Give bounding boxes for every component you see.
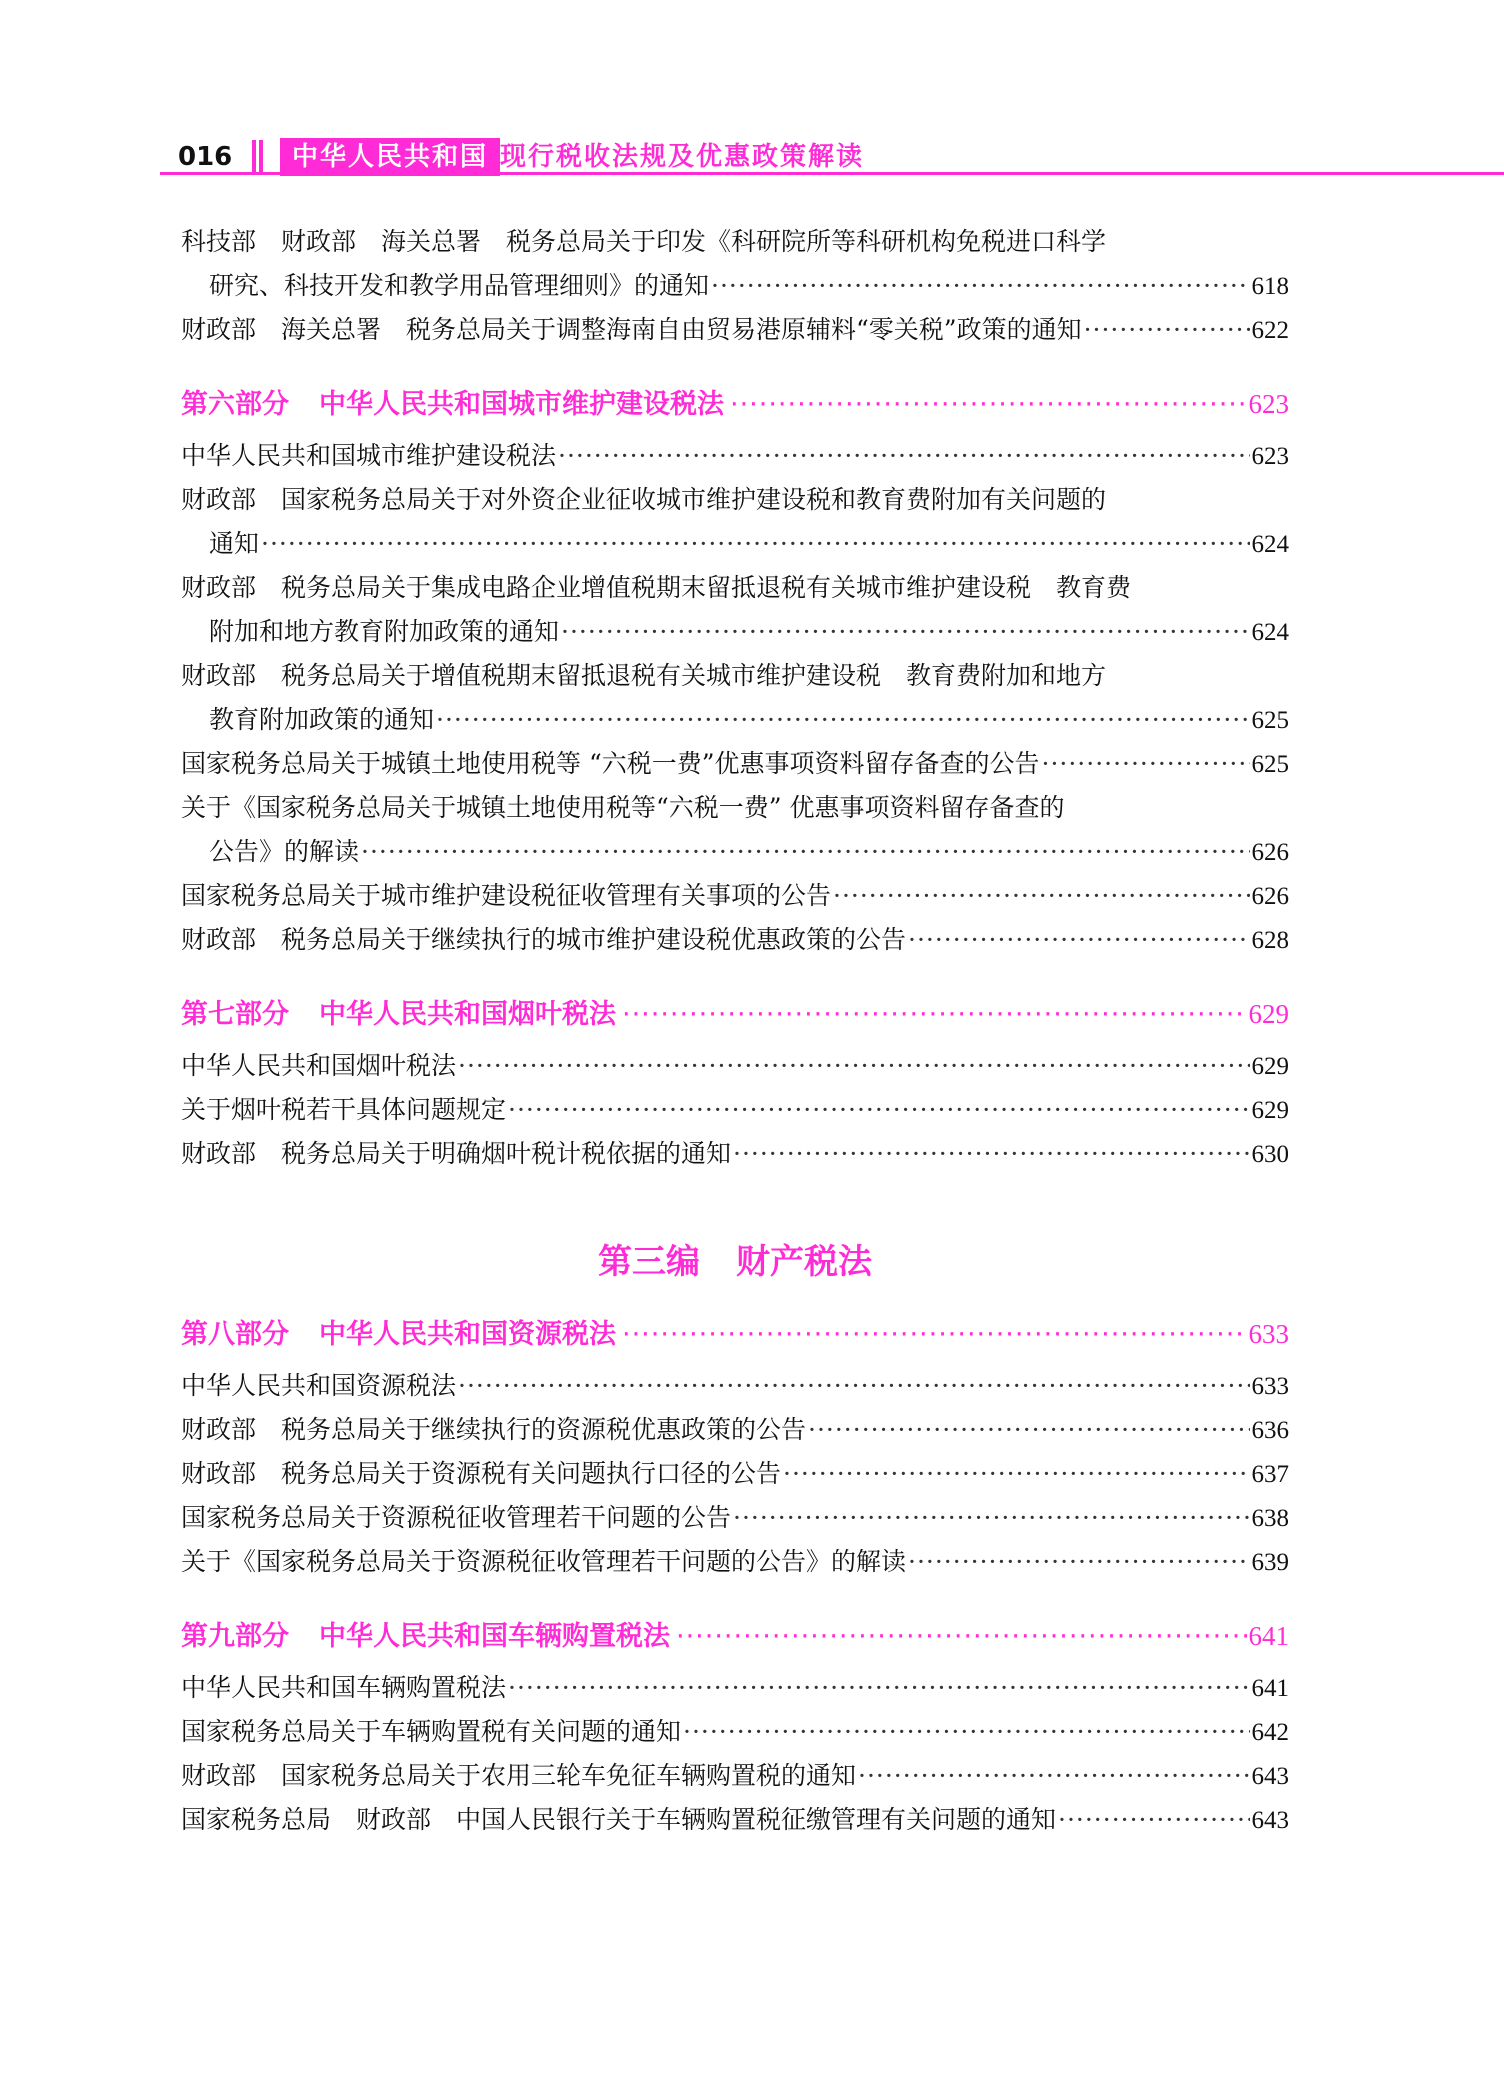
toc-entry-title: 国家税务总局关于车辆购置税有关问题的通知 <box>181 1717 682 1746</box>
toc-page-number: 625 <box>1251 707 1289 734</box>
toc-entry-title-cont: 附加和地方教育附加政策的通知 <box>209 617 560 646</box>
page-number: 016 <box>178 142 233 172</box>
toc-entry-title: 财政部 海关总署 税务总局关于调整海南自由贸易港原辅料“零关税”政策的通知 <box>181 315 1082 344</box>
part-page-number: 633 <box>1248 1319 1289 1349</box>
toc-entry-title: 财政部 税务总局关于继续执行的城市维护建设税优惠政策的公告 <box>181 925 907 954</box>
toc-entry-title: 国家税务总局关于城镇土地使用税等 “六税一费”优惠事项资料留存备查的公告 <box>181 749 1040 778</box>
toc-page-number: 630 <box>1251 1141 1289 1168</box>
toc-content <box>181 220 1289 1842</box>
toc-page-number: 624 <box>1251 531 1289 558</box>
part-label: 第六部分 <box>181 389 289 420</box>
book-subtitle: 现行税收法规及优惠政策解读 <box>500 142 865 172</box>
leader-dots <box>1042 742 1250 786</box>
part-label: 第八部分 <box>181 1319 289 1350</box>
leader-dots <box>908 918 1249 962</box>
leader-dots <box>622 999 1247 1030</box>
leader-dots <box>436 698 1249 742</box>
toc-entry[interactable] <box>181 434 1289 478</box>
toc-entry[interactable] <box>181 1088 1289 1132</box>
toc-entry-title: 财政部 税务总局关于集成电路企业增值税期末留抵退税有关城市维护建设税 教育费 <box>181 573 1132 602</box>
toc-entry[interactable] <box>181 1408 1289 1452</box>
leader-dots <box>508 1088 1249 1132</box>
leader-dots <box>558 434 1249 478</box>
toc-entry-title: 财政部 税务总局关于增值税期末留抵退税有关城市维护建设税 教育费附加和地方 <box>181 661 1107 690</box>
toc-entry-title-cont: 研究、科技开发和教学用品管理细则》的通知 <box>209 271 710 300</box>
toc-entry-title: 中华人民共和国烟叶税法 <box>181 1051 457 1080</box>
toc-entry-title: 关于《国家税务总局关于城镇土地使用税等“六税一费” 优惠事项资料留存备查的 <box>181 793 1065 822</box>
part-heading-9[interactable] <box>181 1614 1289 1666</box>
leader-dots <box>730 389 1247 420</box>
toc-entry-title: 财政部 税务总局关于资源税有关问题执行口径的公告 <box>181 1459 782 1488</box>
toc-entry[interactable] <box>181 1044 1289 1088</box>
leader-dots <box>858 1754 1249 1798</box>
part-title: 中华人民共和国资源税法 <box>319 1319 616 1350</box>
leader-dots <box>783 1452 1249 1496</box>
toc-entry-title-cont: 教育附加政策的通知 <box>209 705 435 734</box>
toc-entry-title: 科技部 财政部 海关总署 税务总局关于印发《科研院所等科研机构免税进口科学 <box>181 227 1107 256</box>
leader-dots <box>808 1408 1249 1452</box>
toc-entry[interactable] <box>181 1754 1289 1798</box>
toc-entry[interactable] <box>181 786 1289 874</box>
toc-page-number: 642 <box>1251 1719 1289 1746</box>
toc-entry[interactable] <box>181 1710 1289 1754</box>
leader-dots <box>458 1044 1249 1088</box>
toc-page-number: 623 <box>1251 443 1289 470</box>
toc-page-number: 618 <box>1251 273 1289 300</box>
toc-entry[interactable] <box>181 918 1289 962</box>
toc-entry[interactable] <box>181 874 1289 918</box>
toc-entry-title: 财政部 国家税务总局关于对外资企业征收城市维护建设税和教育费附加有关问题的 <box>181 485 1107 514</box>
toc-entry[interactable] <box>181 1540 1289 1584</box>
toc-entry-title-cont: 通知 <box>209 529 260 558</box>
toc-page-number: 636 <box>1251 1417 1289 1444</box>
leader-dots <box>261 522 1249 566</box>
toc-page-number: 638 <box>1251 1505 1289 1532</box>
toc-entry[interactable] <box>181 1666 1289 1710</box>
leader-dots <box>1084 308 1250 352</box>
toc-page-number: 626 <box>1251 839 1289 866</box>
toc-entry-title: 财政部 税务总局关于继续执行的资源税优惠政策的公告 <box>181 1415 807 1444</box>
volume-label: 第三编 <box>598 1242 700 1282</box>
volume-heading <box>181 1232 1289 1292</box>
toc-page-number: 626 <box>1251 883 1289 910</box>
toc-entry[interactable] <box>181 1364 1289 1408</box>
toc-entry[interactable] <box>181 220 1289 308</box>
part-title: 中华人民共和国烟叶税法 <box>319 999 616 1030</box>
toc-page-number: 629 <box>1251 1053 1289 1080</box>
part-title: 中华人民共和国城市维护建设税法 <box>319 389 724 420</box>
part-heading-6[interactable] <box>181 382 1289 434</box>
part-page-number: 641 <box>1248 1621 1289 1651</box>
leader-dots <box>676 1621 1247 1652</box>
leader-dots <box>711 264 1249 308</box>
leader-dots <box>683 1710 1249 1754</box>
toc-entry[interactable] <box>181 1132 1289 1176</box>
leader-dots <box>733 1496 1249 1540</box>
toc-page-number: 639 <box>1251 1549 1289 1576</box>
toc-entry[interactable] <box>181 654 1289 742</box>
part-page-number: 629 <box>1248 999 1289 1029</box>
toc-page-number: 628 <box>1251 927 1289 954</box>
toc-page-number: 637 <box>1251 1461 1289 1488</box>
leader-dots <box>833 874 1249 918</box>
part-heading-8[interactable] <box>181 1312 1289 1364</box>
leader-dots <box>508 1666 1249 1710</box>
toc-entry[interactable] <box>181 1452 1289 1496</box>
volume-title: 财产税法 <box>736 1242 872 1282</box>
toc-entry-title: 财政部 税务总局关于明确烟叶税计税依据的通知 <box>181 1139 732 1168</box>
leader-dots <box>1058 1798 1249 1842</box>
toc-entry-title: 国家税务总局 财政部 中国人民银行关于车辆购置税征缴管理有关问题的通知 <box>181 1805 1057 1834</box>
toc-page-number: 624 <box>1251 619 1289 646</box>
part-heading-7[interactable] <box>181 992 1289 1044</box>
toc-entry[interactable] <box>181 308 1289 352</box>
leader-dots <box>361 830 1249 874</box>
toc-entry-title: 中华人民共和国车辆购置税法 <box>181 1673 507 1702</box>
leader-dots <box>733 1132 1249 1176</box>
toc-entry-title: 关于烟叶税若干具体问题规定 <box>181 1095 507 1124</box>
toc-entry[interactable] <box>181 742 1289 786</box>
toc-entry-title: 中华人民共和国城市维护建设税法 <box>181 441 557 470</box>
toc-page-number: 641 <box>1251 1675 1289 1702</box>
toc-entry-title: 关于《国家税务总局关于资源税征收管理若干问题的公告》的解读 <box>181 1547 907 1576</box>
toc-entry[interactable] <box>181 478 1289 566</box>
toc-entry-title: 中华人民共和国资源税法 <box>181 1371 457 1400</box>
toc-entry-title: 国家税务总局关于资源税征收管理若干问题的公告 <box>181 1503 732 1532</box>
toc-entry-title: 国家税务总局关于城市维护建设税征收管理有关事项的公告 <box>181 881 832 910</box>
toc-page-number: 633 <box>1251 1373 1289 1400</box>
leader-dots <box>561 610 1249 654</box>
part-label: 第七部分 <box>181 999 289 1030</box>
toc-page-number: 629 <box>1251 1097 1289 1124</box>
header-rule <box>160 172 1504 175</box>
part-label: 第九部分 <box>181 1621 289 1652</box>
leader-dots <box>622 1319 1247 1350</box>
toc-page-number: 643 <box>1251 1807 1289 1834</box>
part-title: 中华人民共和国车辆购置税法 <box>319 1621 670 1652</box>
part-page-number: 623 <box>1248 389 1289 419</box>
toc-entry[interactable] <box>181 1798 1289 1842</box>
book-title: 中华人民共和国 <box>280 138 500 176</box>
toc-entry-title-cont: 公告》的解读 <box>209 837 360 866</box>
toc-entry-title: 财政部 国家税务总局关于农用三轮车免征车辆购置税的通知 <box>181 1761 857 1790</box>
toc-entry[interactable] <box>181 566 1289 654</box>
toc-page-number: 622 <box>1251 317 1289 344</box>
toc-entry[interactable] <box>181 1496 1289 1540</box>
toc-page-number: 625 <box>1251 751 1289 778</box>
header-bars-decoration <box>252 140 264 174</box>
toc-page-number: 643 <box>1251 1763 1289 1790</box>
leader-dots <box>908 1540 1249 1584</box>
leader-dots <box>458 1364 1249 1408</box>
